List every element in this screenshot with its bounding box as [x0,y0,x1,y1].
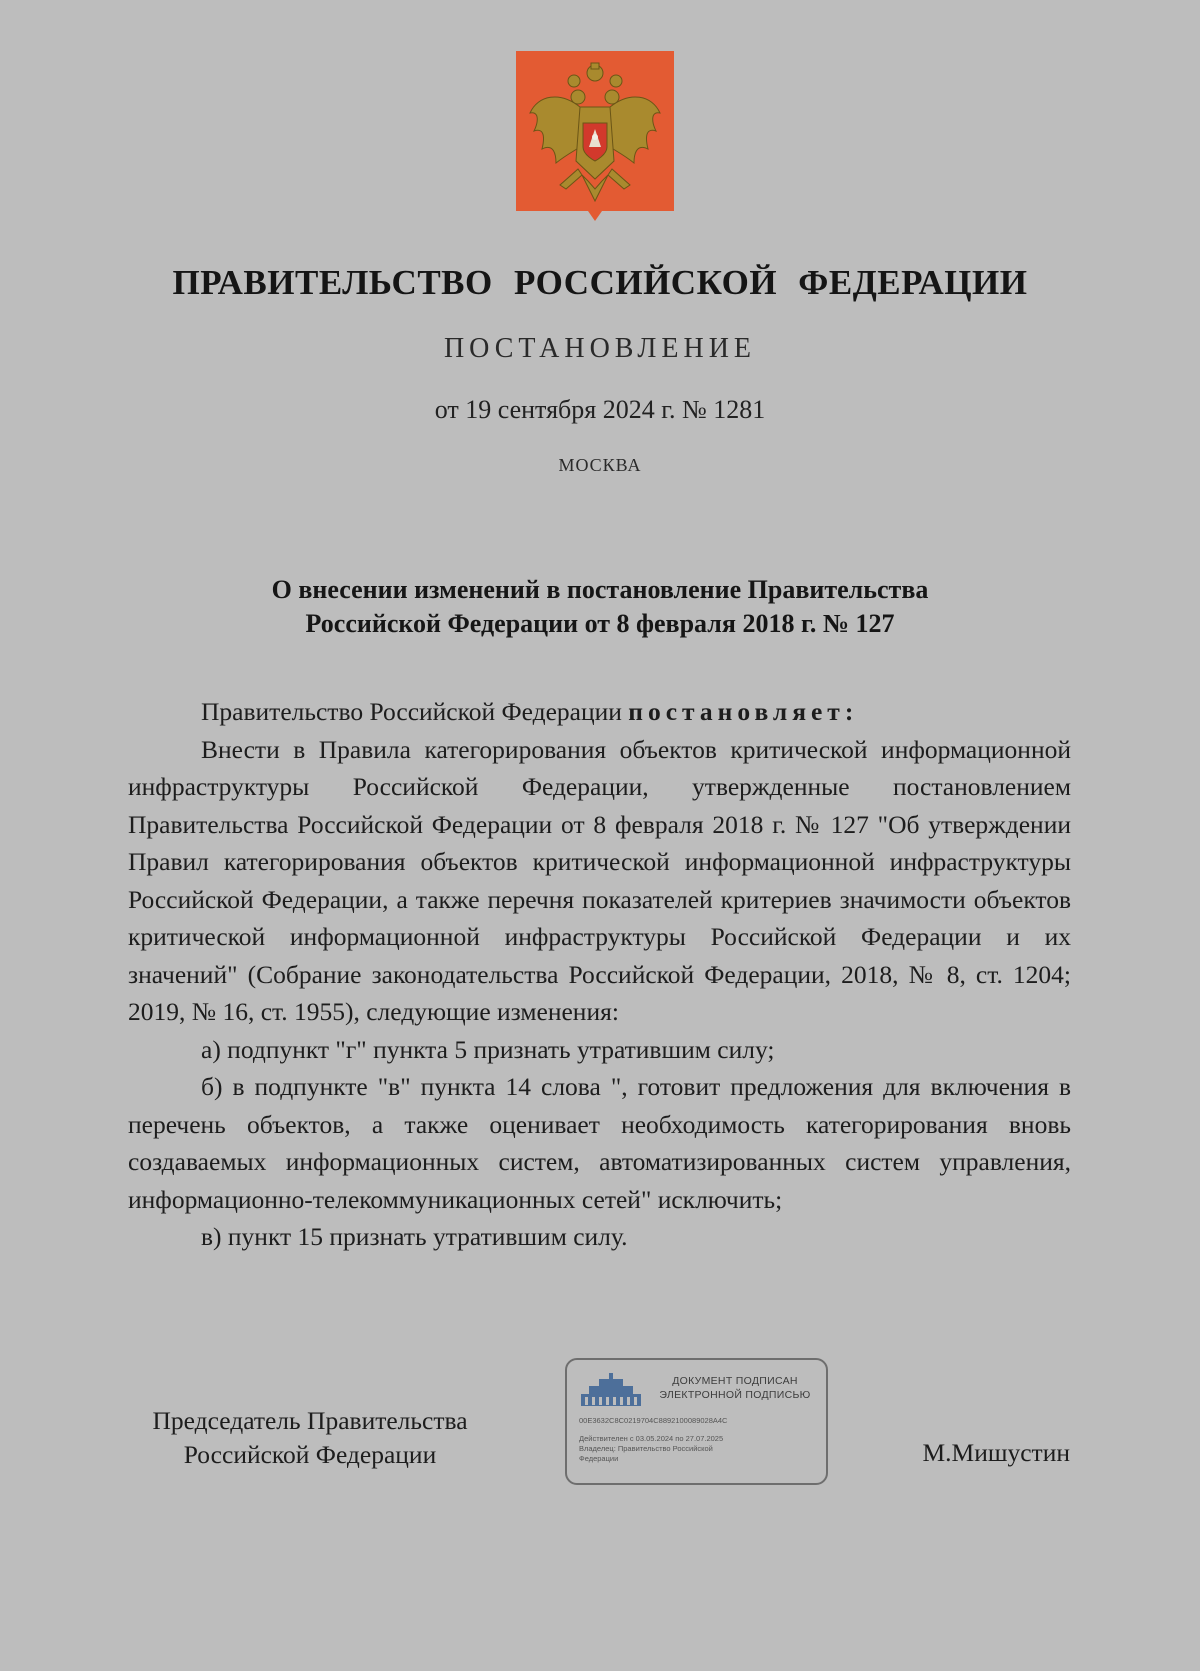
signer-position-line-2: Российской Федерации [183,1440,437,1469]
stamp-title-line-2: ЭЛЕКТРОННОЙ ПОДПИСЬЮ [659,1389,811,1401]
document-subject [150,573,1050,641]
subject-line-2: Российской Федерации от 8 февраля 2018 г. № 127 [305,609,895,638]
document-city: МОСКВА [558,455,642,475]
stamp-owner-line-1: Владелец: Правительство Российской [579,1444,713,1453]
coat-of-arms-icon [516,51,674,227]
signer-position [130,1404,490,1472]
item-c: в) пункт 15 признать утратившим силу. [201,1222,628,1251]
government-building-icon [579,1372,643,1408]
document-type: ПОСТАНОВЛЕНИЕ [443,333,757,364]
document-date-number: от 19 сентября 2024 г. № 1281 [434,395,766,424]
stamp-certificate: 00E3632C8C0219704C8892100089028A4C [579,1416,728,1425]
intro-verb: постановляет: [628,697,859,726]
subject-line-1: О внесении изменений в постановление Правительства [271,575,929,604]
e-signature-stamp [565,1358,828,1485]
stamp-title-line-1: ДОКУМЕНТ ПОДПИСАН [672,1375,798,1387]
main-paragraph: Внести в Правила категорирования объектов критической информационной инфраструктуры Российской Федерации, утвержденные постановлением Правительства Российской Федерации от 8 февраля 2018 г. № 127 "Об утверждении Правил категорирования объектов критической информационной инфраструктуры Российской Федерации, а также перечня показателей критериев значимости объектов критической информационной инфраструктуры Российской Федерации и их значений" (Собрание законодательства Российской Федерации, 2018, № 8, ст. 1204; 2019, № 16, ст. 1955), следующие изменения: [128,734,1071,1026]
item-a: а) подпункт "г" пункта 5 признать утратившим силу; [201,1034,775,1064]
stamp-validity: Действителен с 03.05.2024 по 27.07.2025 [579,1434,724,1443]
stamp-owner-line-2: Федерации [579,1454,619,1463]
document-body [128,693,1071,1256]
signer-position-line-1: Председатель Правительства [152,1406,468,1435]
government-title: ПРАВИТЕЛЬСТВО РОССИЙСКОЙ ФЕДЕРАЦИИ [172,263,1028,302]
item-b: б) в подпункте "в" пункта 14 слова ", готовит предложения для включения в перечень объектов, а также оценивает необходимость категорирования вновь создаваемых информационных систем, автоматизированных систем управления, информационно-телекоммуникационных сетей" исключить; [128,1072,1071,1214]
signer-name: М.Мишустин [922,1438,1070,1467]
intro-paragraph [128,693,1071,731]
intro-prefix: Правительство Российской Федерации [201,697,629,726]
stamp-title [649,1374,821,1402]
